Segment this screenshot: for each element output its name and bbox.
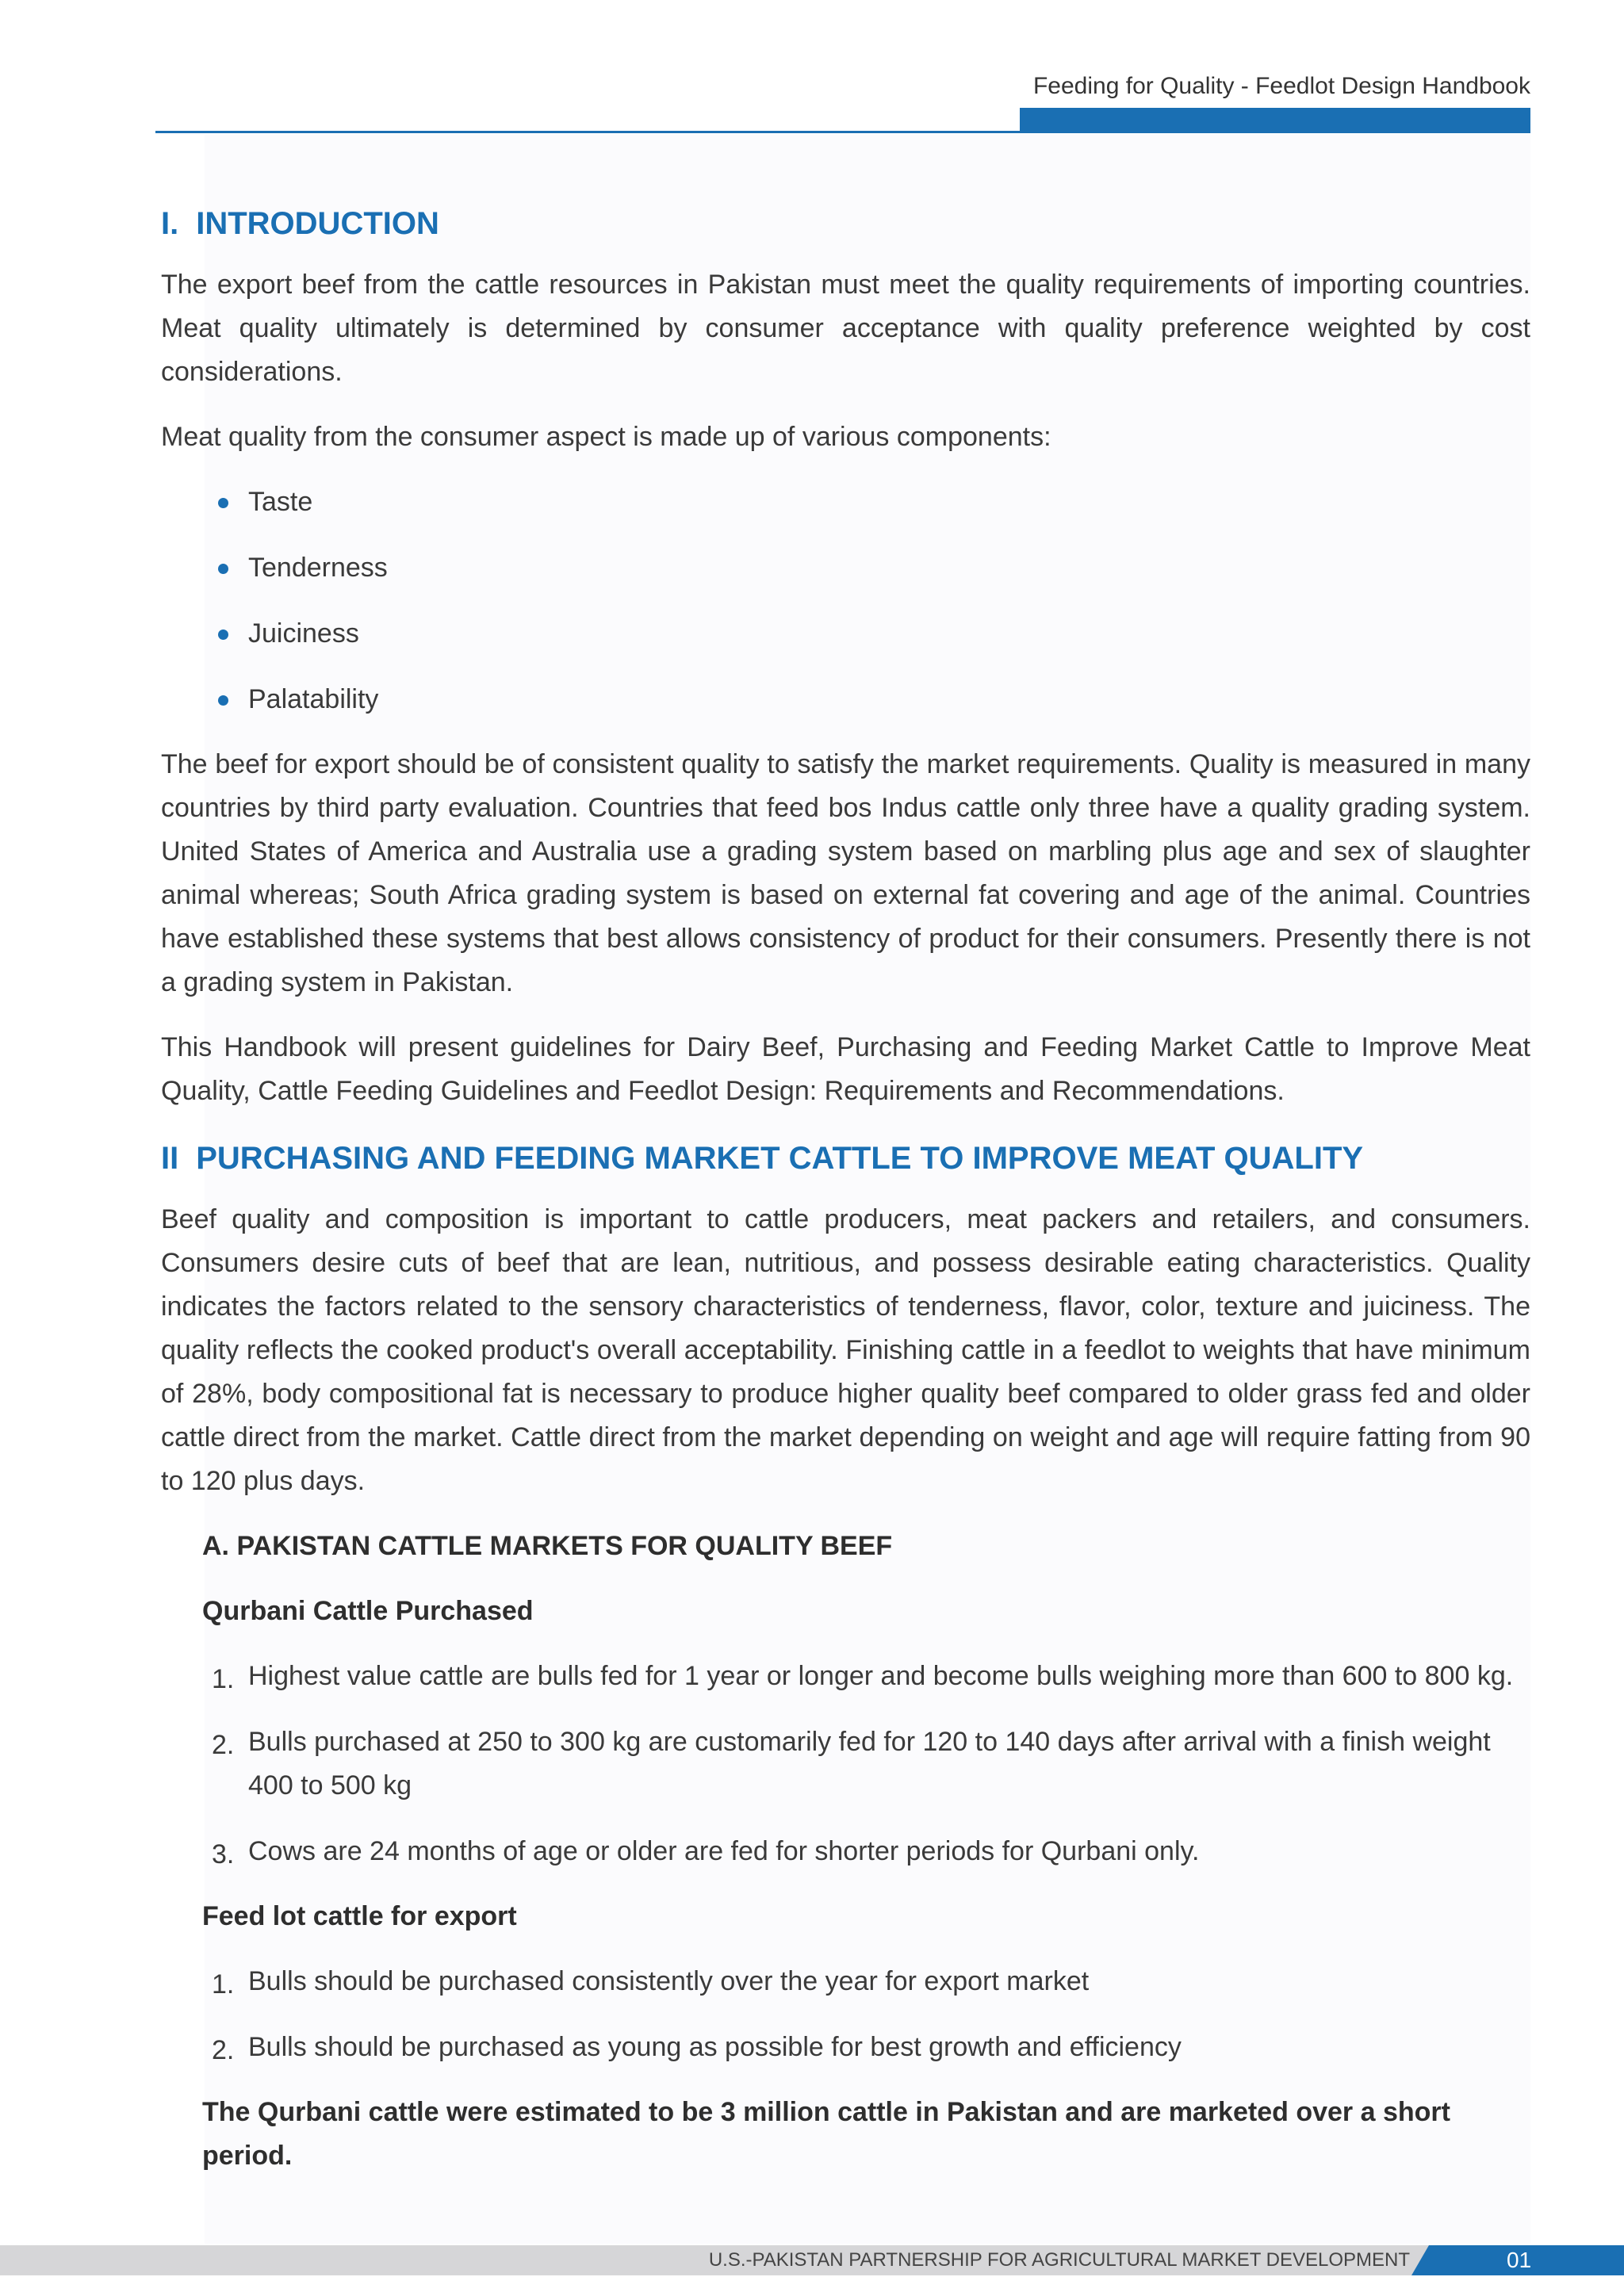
section-number: II (161, 1141, 179, 1176)
list-item (161, 546, 1530, 590)
paragraph: The beef for export should be of consistent quality to satisfy the market requirements. Quality is measured in many countries by third party evaluation. Countries that feed bos Indus cattle only three have a quality grading system. United States of America and Australia use a grading system based on marbling plus age and sex of slaughter animal whereas; South Africa grading system is based on external fat covering and age of the animal. Countries have established these systems that best allows consistency of product for their consumers. Presently there is not a grading system in Pakistan. (161, 749, 1530, 997)
footer-text: U.S.-PAKISTAN PARTNERSHIP FOR AGRICULTURAL MARKET DEVELOPMENT (708, 2249, 1410, 2271)
list-item-text: Bulls should be purchased consistently over the year for export market (248, 1966, 1090, 1996)
page-number: 01 (1507, 2248, 1532, 2272)
list-item (161, 2026, 1530, 2069)
list-number: 1. (212, 1969, 235, 1999)
paragraph: Beef quality and composition is important to cattle producers, meat packers and retailers, and consumers. Consumers desire cuts of beef that are lean, nutritious, and possess desirable eating characteristics. Quality indicates the factors related to the sensory characteristics of tenderness, flavor, color, texture and juiciness. The quality reflects the cooked product's overall acceptability. Finishing cattle in a feedlot to weights that have minimum of 28%, body compositional fat is necessary to produce higher quality beef compared to older grass fed and older cattle direct from the market. Cattle direct from the market depending on weight and age will require fatting from 90 to 120 plus days. (161, 1204, 1530, 1496)
list-item (161, 678, 1530, 721)
list-item (161, 1960, 1530, 2003)
list-number: 2. (212, 2035, 235, 2065)
section-title: PURCHASING AND FEEDING MARKET CATTLE TO IMPROVE MEAT QUALITY (196, 1141, 1364, 1176)
list-item (161, 612, 1530, 656)
list-number: 3. (212, 1839, 235, 1869)
list-item-text: Bulls should be purchased as young as possible for best growth and efficiency (248, 2032, 1182, 2062)
list-item (161, 1720, 1530, 1808)
components-list (161, 480, 1530, 721)
bullet-icon (218, 629, 228, 640)
paragraph: This Handbook will present guidelines for Dairy Beef, Purchasing and Feeding Market Cattle to Improve Meat Quality, Cattle Feeding Guidelines and Feedlot Design: Requirements and Recommendations. (161, 1032, 1530, 1106)
section-title: INTRODUCTION (196, 206, 439, 241)
bullet-icon (218, 695, 228, 706)
list-item-text: Juiciness (248, 618, 359, 649)
subsection-heading: A. PAKISTAN CATTLE MARKETS FOR QUALITY BEEF (202, 1531, 893, 1561)
list-number: 2. (212, 1730, 235, 1760)
section-number: I. (161, 206, 179, 241)
list-item (161, 480, 1530, 524)
list-item-text: Cows are 24 months of age or older are fed for shorter periods for Qurbani only. (248, 1836, 1200, 1866)
feedlot-list (161, 1960, 1530, 2069)
list-number: 1. (212, 1664, 235, 1694)
paragraph: The export beef from the cattle resources in Pakistan must meet the quality requirements of importing countries. Meat quality ultimately is determined by consumer acceptance with quality preference weighted by cost considerations. (161, 270, 1530, 387)
list-item-text: Highest value cattle are bulls fed for 1 year or longer and become bulls weighing more than 600 to 800 kg. (248, 1661, 1514, 1691)
list-item (161, 1655, 1530, 1698)
list-item-text: Tenderness (248, 553, 388, 583)
section-heading-purchasing (161, 1135, 1530, 1182)
subheading-qurbani: Qurbani Cattle Purchased (202, 1596, 534, 1626)
list-item (161, 1830, 1530, 1873)
bullet-icon (218, 498, 228, 508)
qurbani-list (161, 1655, 1530, 1873)
header-rule (155, 131, 1020, 133)
closing-statement: The Qurbani cattle were estimated to be 3 million cattle in Pakistan and are marketed over a short period. (202, 2097, 1450, 2171)
running-header: Feeding for Quality - Feedlot Design Handbook (1032, 73, 1530, 99)
list-item-text: Palatability (248, 684, 379, 714)
header-accent-bar (1020, 108, 1530, 133)
paragraph: Meat quality from the consumer aspect is made up of various components: (161, 422, 1051, 452)
section-heading-introduction (161, 200, 1530, 247)
document-body (161, 200, 1530, 2178)
subheading-feedlot: Feed lot cattle for export (202, 1901, 517, 1931)
list-item-text: Bulls purchased at 250 to 300 kg are customarily fed for 120 to 140 days after arrival with a finish weight 400 to 500 kg (248, 1727, 1491, 1800)
list-item-text: Taste (248, 487, 313, 517)
bullet-icon (218, 564, 228, 574)
